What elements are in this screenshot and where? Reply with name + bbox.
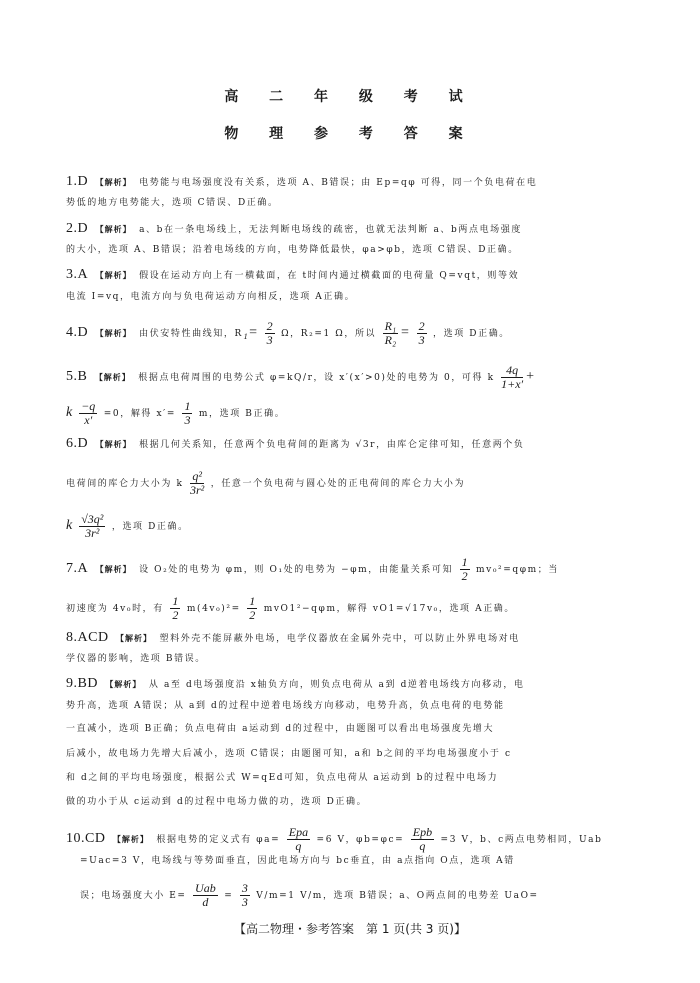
q6-line-2 [66,470,646,497]
q8-tag: 【解析】 [116,634,153,643]
q3-line-1 [66,268,646,283]
q2-line-1 [66,222,646,237]
q10-line-1 [66,826,646,853]
q8-line-1 [66,631,646,646]
q9-line-4: 后减小，故电场力先增大后减小，选项 C错误；由题图可知，a和 b之间的平均电场强度小于 c [66,749,512,759]
q7-number: 7.A [66,561,89,576]
q4-fraction-3: $\frac{2}{3}$ [418,319,425,347]
q7-text-2c: mvO1²−qφm，解得 vO1=√17v₀，选项 A正确。 [263,604,516,614]
q7-text-2b: m(4v₀)²= [186,604,241,614]
q5-fraction-3: $\frac{1}{3}$ [184,399,191,427]
q6-fraction-1: $\frac{\text{q²}}{\text{3r²}}$ [189,469,205,497]
q8-number: 8.ACD [66,630,109,645]
q5-number: 5.B [66,369,88,384]
q4-text-b: Ω，R₂=1 Ω，所以 [281,329,377,339]
q7-text-1b: mv₀²=qφm；当 [476,565,560,575]
q2-text-1: a、b在一条电场线上，无法判断电场线的疏密，也就无法判断 a、b两点电场强度 [139,225,522,235]
q6-tag: 【解析】 [95,440,132,449]
q6-text-2b: ，任意一个负电荷与圆心处的正电荷间的库仑力大小为 [210,479,466,489]
q6-text-2a: 电荷间的库仑力大小为 k [66,479,184,489]
q7-tag: 【解析】 [95,565,132,574]
q9-text-1: 从 a至 d电场强度沿 x轴负方向，则负点电荷从 a到 d逆着电场线方向移动，电 [148,680,525,690]
q10-number: 10.CD [66,831,106,846]
q3-text-1: 假设在运动方向上有一横截面，在 t时间内通过横截面的电荷量 Q=vqt，则等效 [139,271,520,281]
q6-line-1 [66,437,646,452]
q9-number: 9.BD [66,676,98,691]
q9-tag: 【解析】 [105,680,142,689]
q6-text-3a: k [66,518,73,533]
q6-text-3b: ，选项 D正确。 [111,522,189,532]
q5-text-2c: m，选项 B正确。 [198,409,286,419]
q9-line-5: 和 d之间的平均电场强度，根据公式 W=qEd可知，负点电荷从 a运动到 b的过程中电场力 [66,773,499,783]
q10-text-1c: =3 V，b、c两点电势相同，Uab [440,835,603,845]
q10-text-3b: = [224,891,234,901]
q10-text-1a: 根据电势的定义式有 φa= [156,835,281,845]
q4-line-1: 4.D 【解析】 由伏安特性曲线知，R₁= $\frac{2}{3}$ Ω，R₂=1 Ω，所以 $\frac{\text{R₁}}{\text{R₂}}$ = $\frac{2}{3}$ ，选项 D正确。 [66,319,510,347]
q6-fraction-2: $\frac{\text{√3q²}}{\text{3r²}}$ [81,512,104,540]
page-title: 高 二 年 级 考 试 [224,89,476,105]
q1-number: 1.D [66,174,89,189]
q5-text-1: 根据点电荷周围的电势公式 φ=kQ/r，设 x′(x′>0)处的电势为 0，可得 k [138,373,495,383]
q5-text-2b: =0，解得 x′= [103,409,176,419]
q10-fraction-4: $\frac{3}{3}$ [241,881,248,909]
q3-number: 3.A [66,267,89,282]
q9-line-1 [66,677,646,692]
q6-line-3 [66,513,646,540]
q1-text-1: 电势能与电场强度没有关系，选项 A、B错误；由 Ep=qφ 可得，同一个负电荷在电 [139,178,538,188]
page-subtitle: 物 理 参 考 答 案 [224,126,476,142]
q2-tag: 【解析】 [95,225,132,234]
q10-tag: 【解析】 [112,835,149,844]
q7-line-1 [66,556,646,583]
q9-line-3: 一直减小，选项 B正确；负点电荷由 a运动到 d的过程中，由题图可以看出电场强度先增大 [66,724,495,734]
q8-text-1: 塑料外壳不能屏蔽外电场，电学仪器放在金属外壳中，可以防止外界电场对电 [159,634,520,644]
q10-text-1b: =6 V，φb=φc= [316,835,405,845]
q10-line-2: =Uac=3 V，电场线与等势面垂直，因此电场方向与 bc垂直，由 a点指向 O点，选项 A错 [80,856,515,866]
q10-text-3c: V/m=1 V/m，选项 B错误；a、O两点间的电势差 UaO= [256,891,539,901]
q8-line-2: 学仪器的影响，选项 B错误。 [66,654,206,664]
q4-text-c: ，选项 D正确。 [433,329,510,339]
q7-text-1a: 设 O₂处的电势为 φm，则 O₁处的电势为 −φm，由能量关系可知 [139,565,454,575]
q4-fraction-1: $\frac{2}{3}$ [266,319,273,347]
q5-tag: 【解析】 [94,373,131,382]
q9-line-2: 势升高，选项 A错误；从 a到 d的过程中逆着电场线方向移动，电势升高，负点电荷的电势能 [66,701,505,711]
q5-line-1: 5.B 【解析】 根据点电荷周围的电势公式 φ=kQ/r，设 x′(x′>0)处的电势为 0，可得 k $\frac{4q}{1+x'}$ + [66,363,536,391]
q10-line-3 [80,882,660,909]
q6-number: 6.D [66,436,89,451]
q10-fraction-3: $\frac{\text{Uab}}{d}$ [195,881,216,909]
q7-line-2 [66,595,646,622]
q9-line-6: 做的功小于从 c运动到 d的过程中电场力做的功，选项 D正确。 [66,797,368,807]
q7-fraction-1: $\frac{1}{2}$ [461,555,468,583]
q6-text-1: 根据几何关系知，任意两个负电荷间的距离为 √3r，由库仑定律可知，任意两个负 [139,440,525,450]
q3-line-2: 电流 I=vq，电流方向与负电荷运动方向相反，选项 A正确。 [66,292,356,302]
q4-number: 4.D [66,325,89,340]
q5-fraction-1: $\frac{4q}{1+x'}$ [501,363,524,391]
q2-number: 2.D [66,221,89,236]
q10-text-3a: 误；电场强度大小 E= [80,891,187,901]
q4-tag: 【解析】 [95,329,132,338]
q4-fraction-2: $\frac{\text{R₁}}{\text{R₂}}$ [384,319,397,347]
q5-fraction-2: $\frac{-q}{x'}$ [81,399,96,427]
q2-line-2: 的大小，选项 A、B错误；沿着电场线的方向，电势降低最快，φa>φb，选项 C错误、D正确。 [66,245,519,255]
q1-line-1 [66,175,646,190]
q4-text-a: 由伏安特性曲线知，R [139,329,243,339]
q7-text-2a: 初速度为 4v₀时，有 [66,604,164,614]
q5-text-2a: k [66,405,73,420]
page-footer: 【高二物理・参考答案 第 1 页(共 3 页)】 [234,922,466,936]
q10-fraction-2: $\frac{\text{Epb}}{q}$ [412,825,433,853]
q7-fraction-2: $\frac{1}{2}$ [172,594,179,622]
q3-tag: 【解析】 [95,271,132,280]
q7-fraction-3: $\frac{1}{2}$ [249,594,256,622]
q10-fraction-1: $\frac{\text{Epa}}{q}$ [288,825,309,853]
q1-line-2: 势低的地方电势能大，选项 C错误、D正确。 [66,198,279,208]
q1-tag: 【解析】 [95,178,132,187]
q5-line-2 [66,400,646,427]
